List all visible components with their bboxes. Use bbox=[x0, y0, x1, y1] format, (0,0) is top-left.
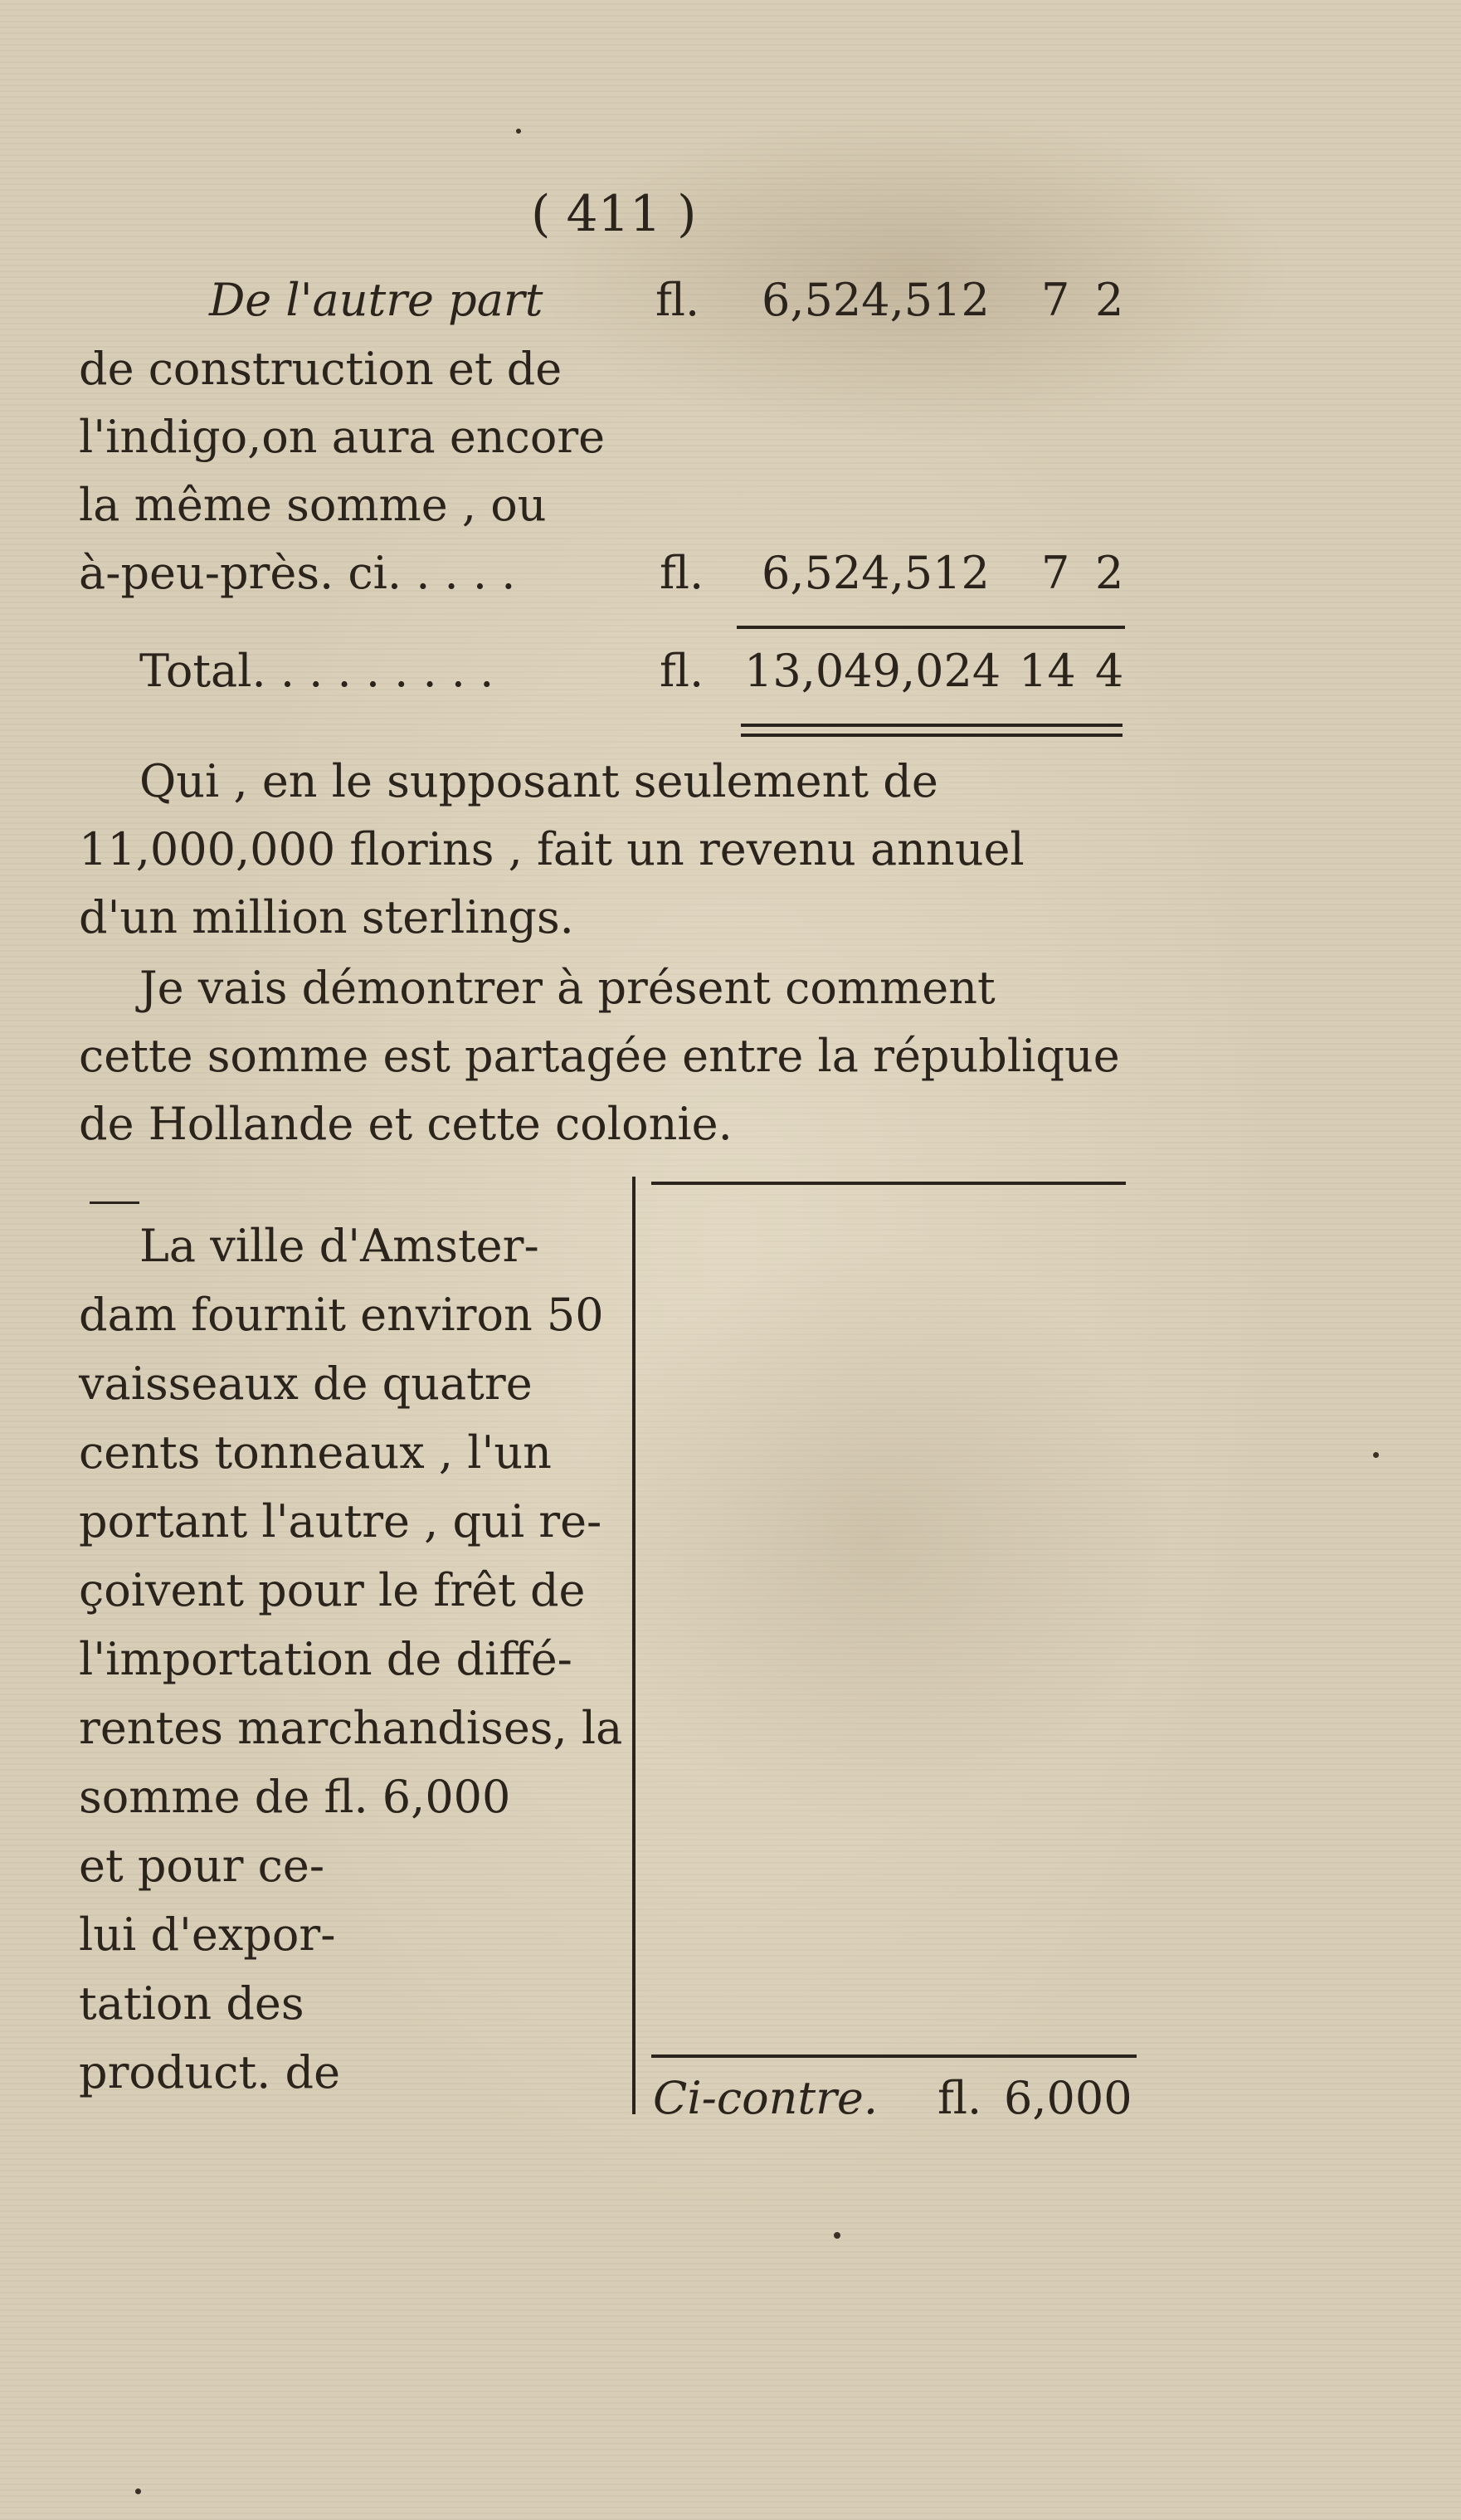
total-shillings: 14 bbox=[1019, 645, 1076, 697]
total-double-rule-bottom bbox=[741, 734, 1123, 737]
column-line: dam fournit environ 50 bbox=[79, 1289, 604, 1341]
column-line: La ville d'Amster- bbox=[139, 1220, 539, 1272]
account-line-2: l'indigo,on aura encore bbox=[79, 411, 606, 463]
account-line-1: de construction et de bbox=[79, 343, 562, 395]
paragraph-line: de Hollande et cette colonie. bbox=[79, 1098, 733, 1150]
column-line: l'importation de diffé- bbox=[79, 1633, 572, 1685]
paper-speck bbox=[834, 2232, 840, 2239]
column-line: portant l'autre , qui re- bbox=[79, 1495, 602, 1548]
carried-shillings: 7 bbox=[1041, 274, 1070, 326]
item-shillings: 7 bbox=[1041, 547, 1070, 599]
column-line: product. de bbox=[79, 2046, 341, 2098]
right-column-top-rule bbox=[651, 1182, 1126, 1185]
paragraph-line: d'un million sterlings. bbox=[79, 891, 574, 943]
carried-amount: 6,524,512 bbox=[762, 274, 990, 326]
column-line: et pour ce- bbox=[79, 1840, 325, 1892]
total-label: Total. . . . . . . . . bbox=[139, 645, 494, 697]
ci-contre-currency: fl. bbox=[937, 2072, 982, 2124]
total-amount: 13,049,024 bbox=[744, 645, 1001, 697]
paragraph-line: 11,000,000 florins , fait un revenu annuel bbox=[79, 823, 1025, 875]
account-line-3: la même somme , ou bbox=[79, 479, 547, 531]
paragraph-line: cette somme est partagée entre la république bbox=[79, 1030, 1120, 1082]
ci-contre-label: Ci-contre. bbox=[653, 2072, 879, 2124]
short-left-rule bbox=[90, 1202, 139, 1204]
page-number: ( 411 ) bbox=[531, 185, 697, 243]
paper-speck bbox=[516, 129, 521, 134]
column-line: vaisseaux de quatre bbox=[79, 1357, 533, 1410]
paper-speck bbox=[135, 2488, 141, 2494]
column-line: somme de fl. 6,000 bbox=[79, 1771, 511, 1823]
carried-pence: 2 bbox=[1095, 274, 1124, 326]
total-double-rule-top bbox=[741, 724, 1123, 727]
item-amount: 6,524,512 bbox=[762, 547, 990, 599]
ci-contre-rule bbox=[651, 2055, 1137, 2058]
column-line: rentes marchandises, la bbox=[79, 1702, 623, 1754]
paragraph-line: Je vais démontrer à présent comment bbox=[139, 962, 996, 1014]
paragraph-line: Qui , en le supposant seulement de bbox=[139, 755, 938, 807]
carried-currency: fl. bbox=[655, 274, 700, 326]
total-currency: fl. bbox=[660, 645, 704, 697]
carried-forward-label: De l'autre part bbox=[209, 274, 543, 326]
subtotal-rule bbox=[737, 626, 1125, 629]
ci-contre-amount: 6,000 bbox=[1004, 2072, 1132, 2124]
column-line: lui d'expor- bbox=[79, 1908, 336, 1961]
item-pence: 2 bbox=[1095, 547, 1124, 599]
column-line: çoivent pour le frêt de bbox=[79, 1564, 586, 1616]
account-line-4: à-peu-près. ci. . . . . bbox=[79, 547, 516, 599]
paper-speck bbox=[1373, 1452, 1379, 1458]
total-pence: 4 bbox=[1095, 645, 1124, 697]
column-divider bbox=[632, 1177, 636, 2114]
column-line: tation des bbox=[79, 1977, 304, 2030]
column-line: cents tonneaux , l'un bbox=[79, 1426, 552, 1479]
item-currency: fl. bbox=[660, 547, 704, 599]
